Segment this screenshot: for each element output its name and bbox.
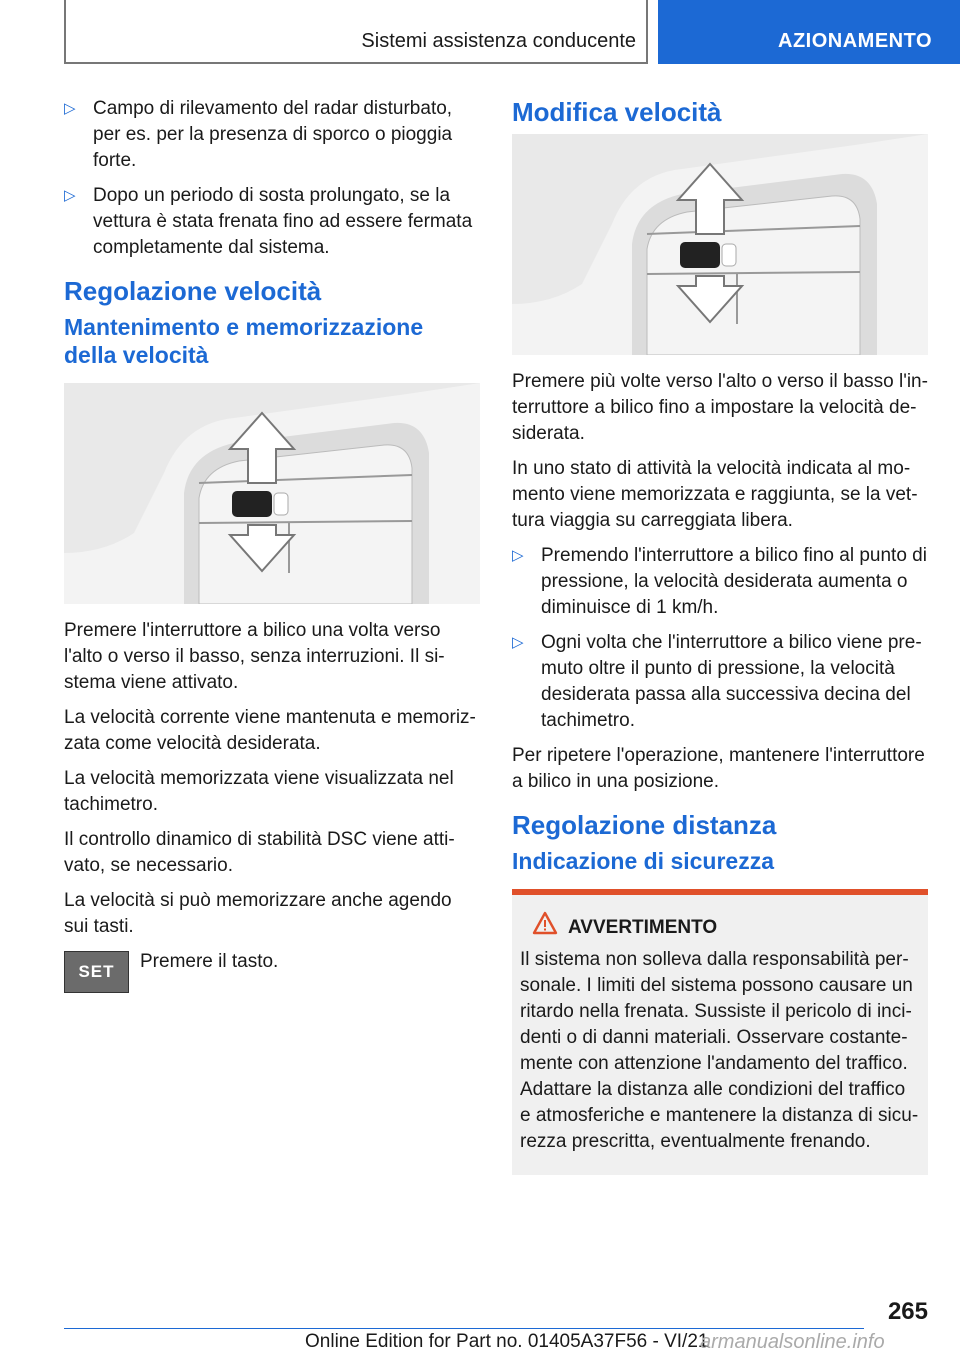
page-number: 265 xyxy=(887,1298,928,1325)
rocker-switch-figure xyxy=(64,383,480,604)
paragraph: Premere più volte verso l'alto o verso il basso l'interruttore a bilico fino a impostare la velocità desiderata. xyxy=(512,371,928,444)
triangle-bullet-icon: ▷ xyxy=(64,100,76,117)
list-item: ▷ Dopo un periodo di sosta prolungato, se la vettura è stata frenata fino ad essere fermata completamente dal sistema. xyxy=(64,185,473,258)
triangle-bullet-icon: ▷ xyxy=(512,634,524,651)
set-button[interactable]: SET xyxy=(64,951,129,993)
heading-distance-regulation: Regolazione distanza xyxy=(512,810,777,840)
chapter-tab[interactable]: AZIONAMENTO xyxy=(658,0,960,64)
paragraph: Il controllo dinamico di stabilità DSC viene attivato, se necessario. xyxy=(64,829,455,876)
list-item: ▷ Premendo l'interruttore a bilico fino al punto di pressione, la velocità desiderata aumenta o diminuisce di 1 km/h. xyxy=(512,545,927,618)
heading-safety-note: Indicazione di sicurezza xyxy=(512,848,775,874)
list-item: ▷ Ogni volta che l'interruttore a bilico viene premuto oltre il punto di pressione, la velocità desiderata passa alla successiva decina del tachimetro. xyxy=(512,632,922,731)
list-item: ▷ Campo di rilevamento del radar disturbato, per es. per la presenza di sporco o pioggia forte. xyxy=(64,98,453,171)
paragraph: La velocità corrente viene mantenuta e memorizzata come velocità desiderata. xyxy=(64,707,476,754)
edition-text: Online Edition for Part no. 01405A37F56 - VI/21 xyxy=(305,1331,709,1352)
footer-divider xyxy=(64,1328,864,1329)
warning-box xyxy=(512,889,928,1175)
heading-modify-speed: Modifica velocità xyxy=(512,97,722,127)
section-title: Sistemi assistenza conducente xyxy=(361,30,636,52)
triangle-bullet-icon: ▷ xyxy=(64,187,76,204)
heading-memorize-speed: Mantenimento e memorizzazione della velocità xyxy=(64,314,424,368)
paragraph: Premere l'interruttore a bilico una volta verso l'alto o verso il basso, senza interruzioni. Il sistema viene attivato. xyxy=(64,620,445,693)
warning-triangle-icon xyxy=(532,911,558,935)
set-instruction: Premere il tasto. xyxy=(140,951,279,972)
rocker-switch-figure xyxy=(512,134,928,355)
warning-title: AVVERTIMENTO xyxy=(568,915,920,941)
heading-speed-regulation: Regolazione velocità xyxy=(64,276,322,306)
paragraph: In uno stato di attività la velocità indicata al momento viene memorizzata e raggiunta, se la vettura viaggia su carreggiata libera. xyxy=(512,458,918,531)
warning-text: Il sistema non solleva dalla responsabilità personale. I limiti del sistema possono causare un ritardo nella frenata. Sussiste il pericolo di incidenti o di danni materiali. Osservare costantemente con attenzione l'andamento del traffico. Adattare la distanza alle condizioni del traffico e atmosferiche e mantenere la distanza di sicurezza prescritta, eventualmente frenando. xyxy=(520,949,919,1152)
paragraph: La velocità memorizzata viene visualizzata nel tachimetro. xyxy=(64,768,454,815)
right-column xyxy=(512,96,928,1175)
paragraph: Per ripetere l'operazione, mantenere l'interruttore a bilico in una posizione. xyxy=(512,745,925,792)
left-column xyxy=(64,96,480,1011)
set-key-row xyxy=(64,949,480,1011)
paragraph: La velocità si può memorizzare anche agendo sui tasti. xyxy=(64,890,452,937)
triangle-bullet-icon: ▷ xyxy=(512,547,524,564)
watermark: armanualsonline.info xyxy=(700,1331,885,1353)
